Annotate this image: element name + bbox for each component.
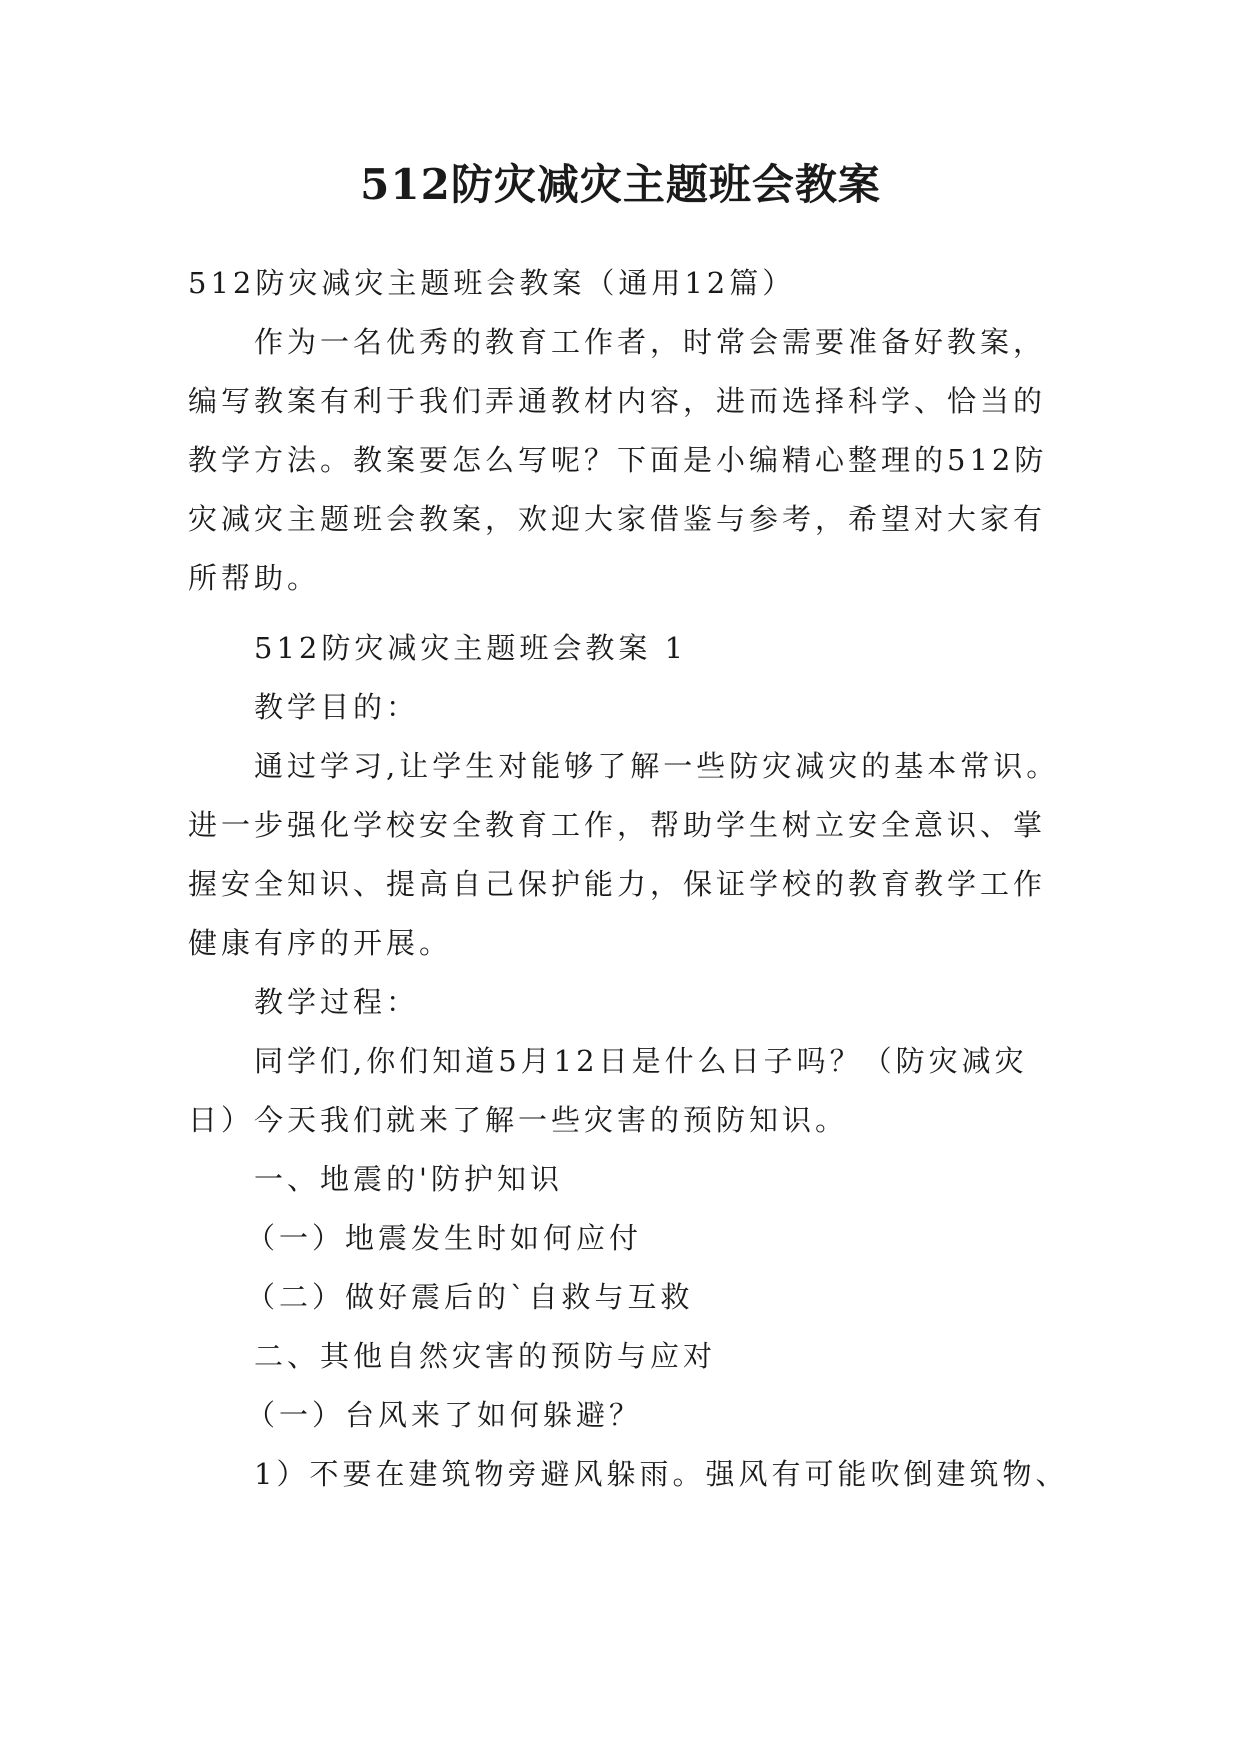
outline-item: （二）做好震后的`自救与互救 xyxy=(246,1280,694,1314)
process-line: 日）今天我们就来了解一些灾害的预防知识。 xyxy=(188,1103,849,1137)
document-subtitle: 512防灾减灾主题班会教案（通用12篇） xyxy=(188,266,796,300)
intro-block xyxy=(188,254,1068,608)
goal-line: 握安全知识、提高自己保护能力，保证学校的教育教学工作 xyxy=(188,867,1047,901)
goal-line: 通过学习,让学生对能够了解一些防灾减灾的基本常识。 xyxy=(254,749,1060,783)
process-label: 教学过程： xyxy=(254,985,420,1019)
outline-item: 二、其他自然灾害的预防与应对 xyxy=(254,1339,717,1373)
outline-item: （一）台风来了如何躲避？ xyxy=(246,1398,643,1432)
section-heading: 512防灾减灾主题班会教案 1 xyxy=(254,631,688,665)
goal-label: 教学目的： xyxy=(254,690,420,724)
intro-line: 编写教案有利于我们弄通教材内容，进而选择科学、恰当的 xyxy=(188,384,1047,418)
intro-line: 作为一名优秀的教育工作者，时常会需要准备好教案， xyxy=(254,325,1047,359)
outline-item: （一）地震发生时如何应付 xyxy=(246,1221,643,1255)
document-title: 512防灾减灾主题班会教案 xyxy=(360,160,881,209)
intro-line: 教学方法。教案要怎么写呢？下面是小编精心整理的512防 xyxy=(188,443,1048,477)
goal-line: 健康有序的开展。 xyxy=(188,926,453,960)
section-1-block xyxy=(188,619,1068,1504)
outline-item: 一、地震的'防护知识 xyxy=(254,1162,563,1196)
outline-item: 1）不要在建筑物旁避风躲雨。强风有可能吹倒建筑物、 xyxy=(254,1457,1069,1491)
process-line: 同学们,你们知道5月12日是什么日子吗？（防灾减灾 xyxy=(254,1044,1028,1078)
intro-line: 所帮助。 xyxy=(188,561,321,595)
intro-line: 灾减灾主题班会教案，欢迎大家借鉴与参考，希望对大家有 xyxy=(188,502,1047,536)
goal-line: 进一步强化学校安全教育工作，帮助学生树立安全意识、掌 xyxy=(188,808,1047,842)
